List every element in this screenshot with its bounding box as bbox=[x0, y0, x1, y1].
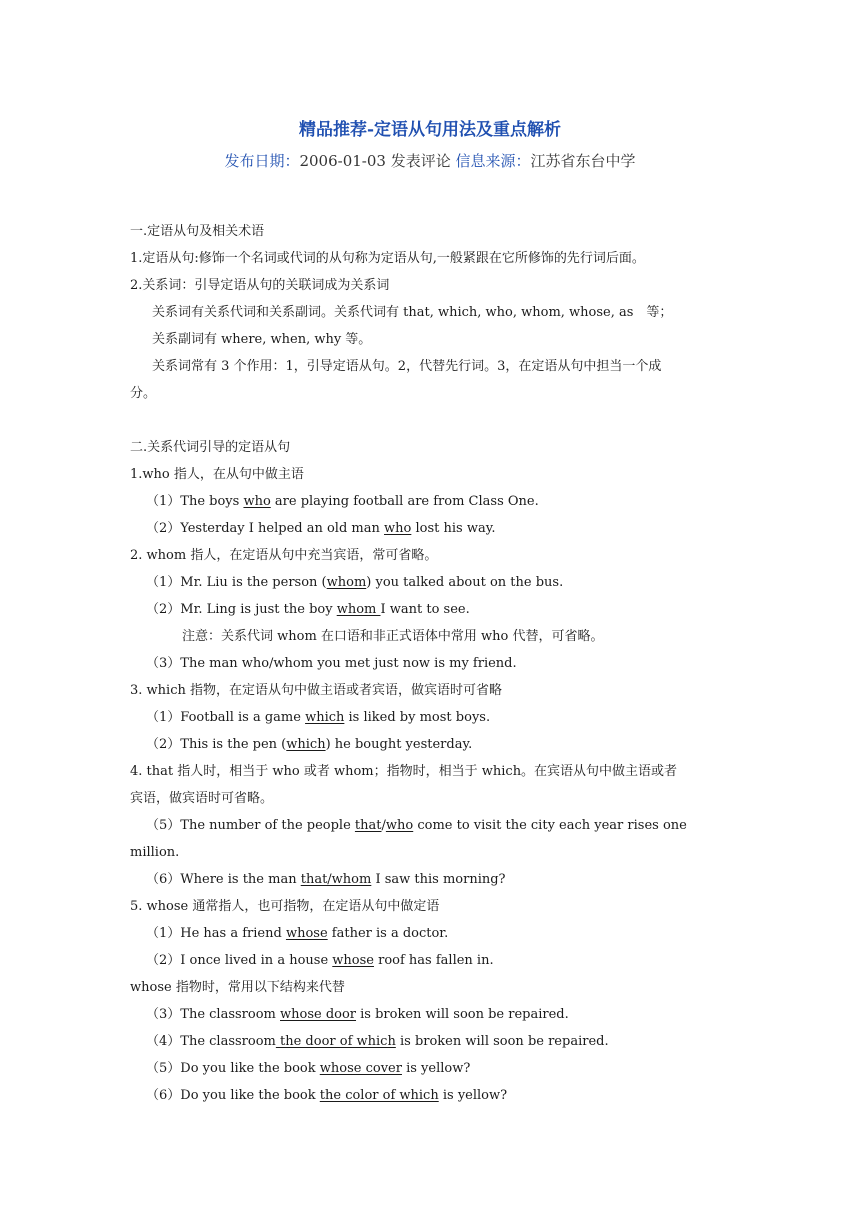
paragraph: 关系词常有 3 个作用：1，引导定语从句。2，代替先行词。3，在定语从句中担当一个成 bbox=[152, 359, 662, 374]
date-label: 发布日期： bbox=[224, 152, 300, 170]
subsection-title: 2. whom 指人，在定语从句中充当宾语，常可省略。 bbox=[130, 548, 438, 563]
example-sentence: （6）Do you like the book the color of which is yellow? bbox=[146, 1088, 508, 1103]
article-meta bbox=[0, 150, 860, 171]
paragraph: 关系副词有 where, when, why 等。 bbox=[152, 332, 372, 347]
subsection-title-cont: 宾语，做宾语时可省略。 bbox=[130, 791, 274, 806]
publish-date: 2006-01-03 bbox=[299, 152, 386, 170]
comment-link[interactable]: 发表评论 bbox=[390, 152, 451, 170]
paragraph: 分。 bbox=[130, 386, 157, 401]
example-sentence: （5）The number of the people that/who come to visit the city each year rises one bbox=[146, 818, 687, 833]
article-body bbox=[130, 222, 734, 1113]
example-sentence: （3）The classroom whose door is broken will soon be repaired. bbox=[146, 1007, 569, 1022]
article-title: 精品推荐-定语从句用法及重点解析 bbox=[298, 120, 562, 140]
subsection-title: 5. whose 通常指人，也可指物，在定语从句中做定语 bbox=[130, 899, 440, 914]
section-heading: 二.关系代词引导的定语从句 bbox=[130, 440, 291, 455]
example-sentence: （2）I once lived in a house whose roof has fallen in. bbox=[146, 953, 494, 968]
source-value: 江苏省东台中学 bbox=[530, 152, 636, 170]
subsection-note: whose 指物时，常用以下结构来代替 bbox=[130, 980, 345, 995]
note: 注意：关系代词 whom 在口语和非正式语体中常用 who 代替，可省略。 bbox=[182, 629, 604, 644]
example-sentence: （4）The classroom the door of which is broken will soon be repaired. bbox=[146, 1034, 609, 1049]
example-sentence: （6）Where is the man that/whom I saw this morning? bbox=[146, 872, 506, 887]
source-label: 信息来源： bbox=[455, 152, 531, 170]
paragraph: 关系词有关系代词和关系副词。关系代词有 that, which, who, whom, whose, as 等； bbox=[152, 305, 673, 320]
example-sentence: （1）Football is a game which is liked by most boys. bbox=[146, 710, 491, 725]
paragraph: 1.定语从句:修饰一个名词或代词的从句称为定语从句,一般紧跟在它所修饰的先行词后面。 bbox=[130, 251, 645, 266]
example-sentence: （2）Mr. Ling is just the boy whom I want to see. bbox=[146, 602, 470, 617]
example-sentence: （1）Mr. Liu is the person (whom) you talked about on the bus. bbox=[146, 575, 564, 590]
subsection-title: 1.who 指人，在从句中做主语 bbox=[130, 467, 304, 482]
paragraph: 2.关系词：引导定语从句的关联词成为关系词 bbox=[130, 278, 390, 293]
example-sentence: （1）The boys who are playing football are from Class One. bbox=[146, 494, 539, 509]
example-sentence-cont: million. bbox=[130, 845, 180, 860]
section-heading: 一.定语从句及相关术语 bbox=[130, 224, 265, 239]
example-sentence: （3）The man who/whom you met just now is my friend. bbox=[146, 656, 517, 671]
subsection-title: 3. which 指物，在定语从句中做主语或者宾语，做宾语时可省略 bbox=[130, 683, 502, 698]
example-sentence: （2）Yesterday I helped an old man who lost his way. bbox=[146, 521, 496, 536]
subsection-title: 4. that 指人时，相当于 who 或者 whom；指物时，相当于 which。在宾语从句中做主语或者 bbox=[130, 764, 678, 779]
example-sentence: （1）He has a friend whose father is a doctor. bbox=[146, 926, 449, 941]
example-sentence: （2）This is the pen (which) he bought yesterday. bbox=[146, 737, 473, 752]
example-sentence: （5）Do you like the book whose cover is yellow? bbox=[146, 1061, 471, 1076]
